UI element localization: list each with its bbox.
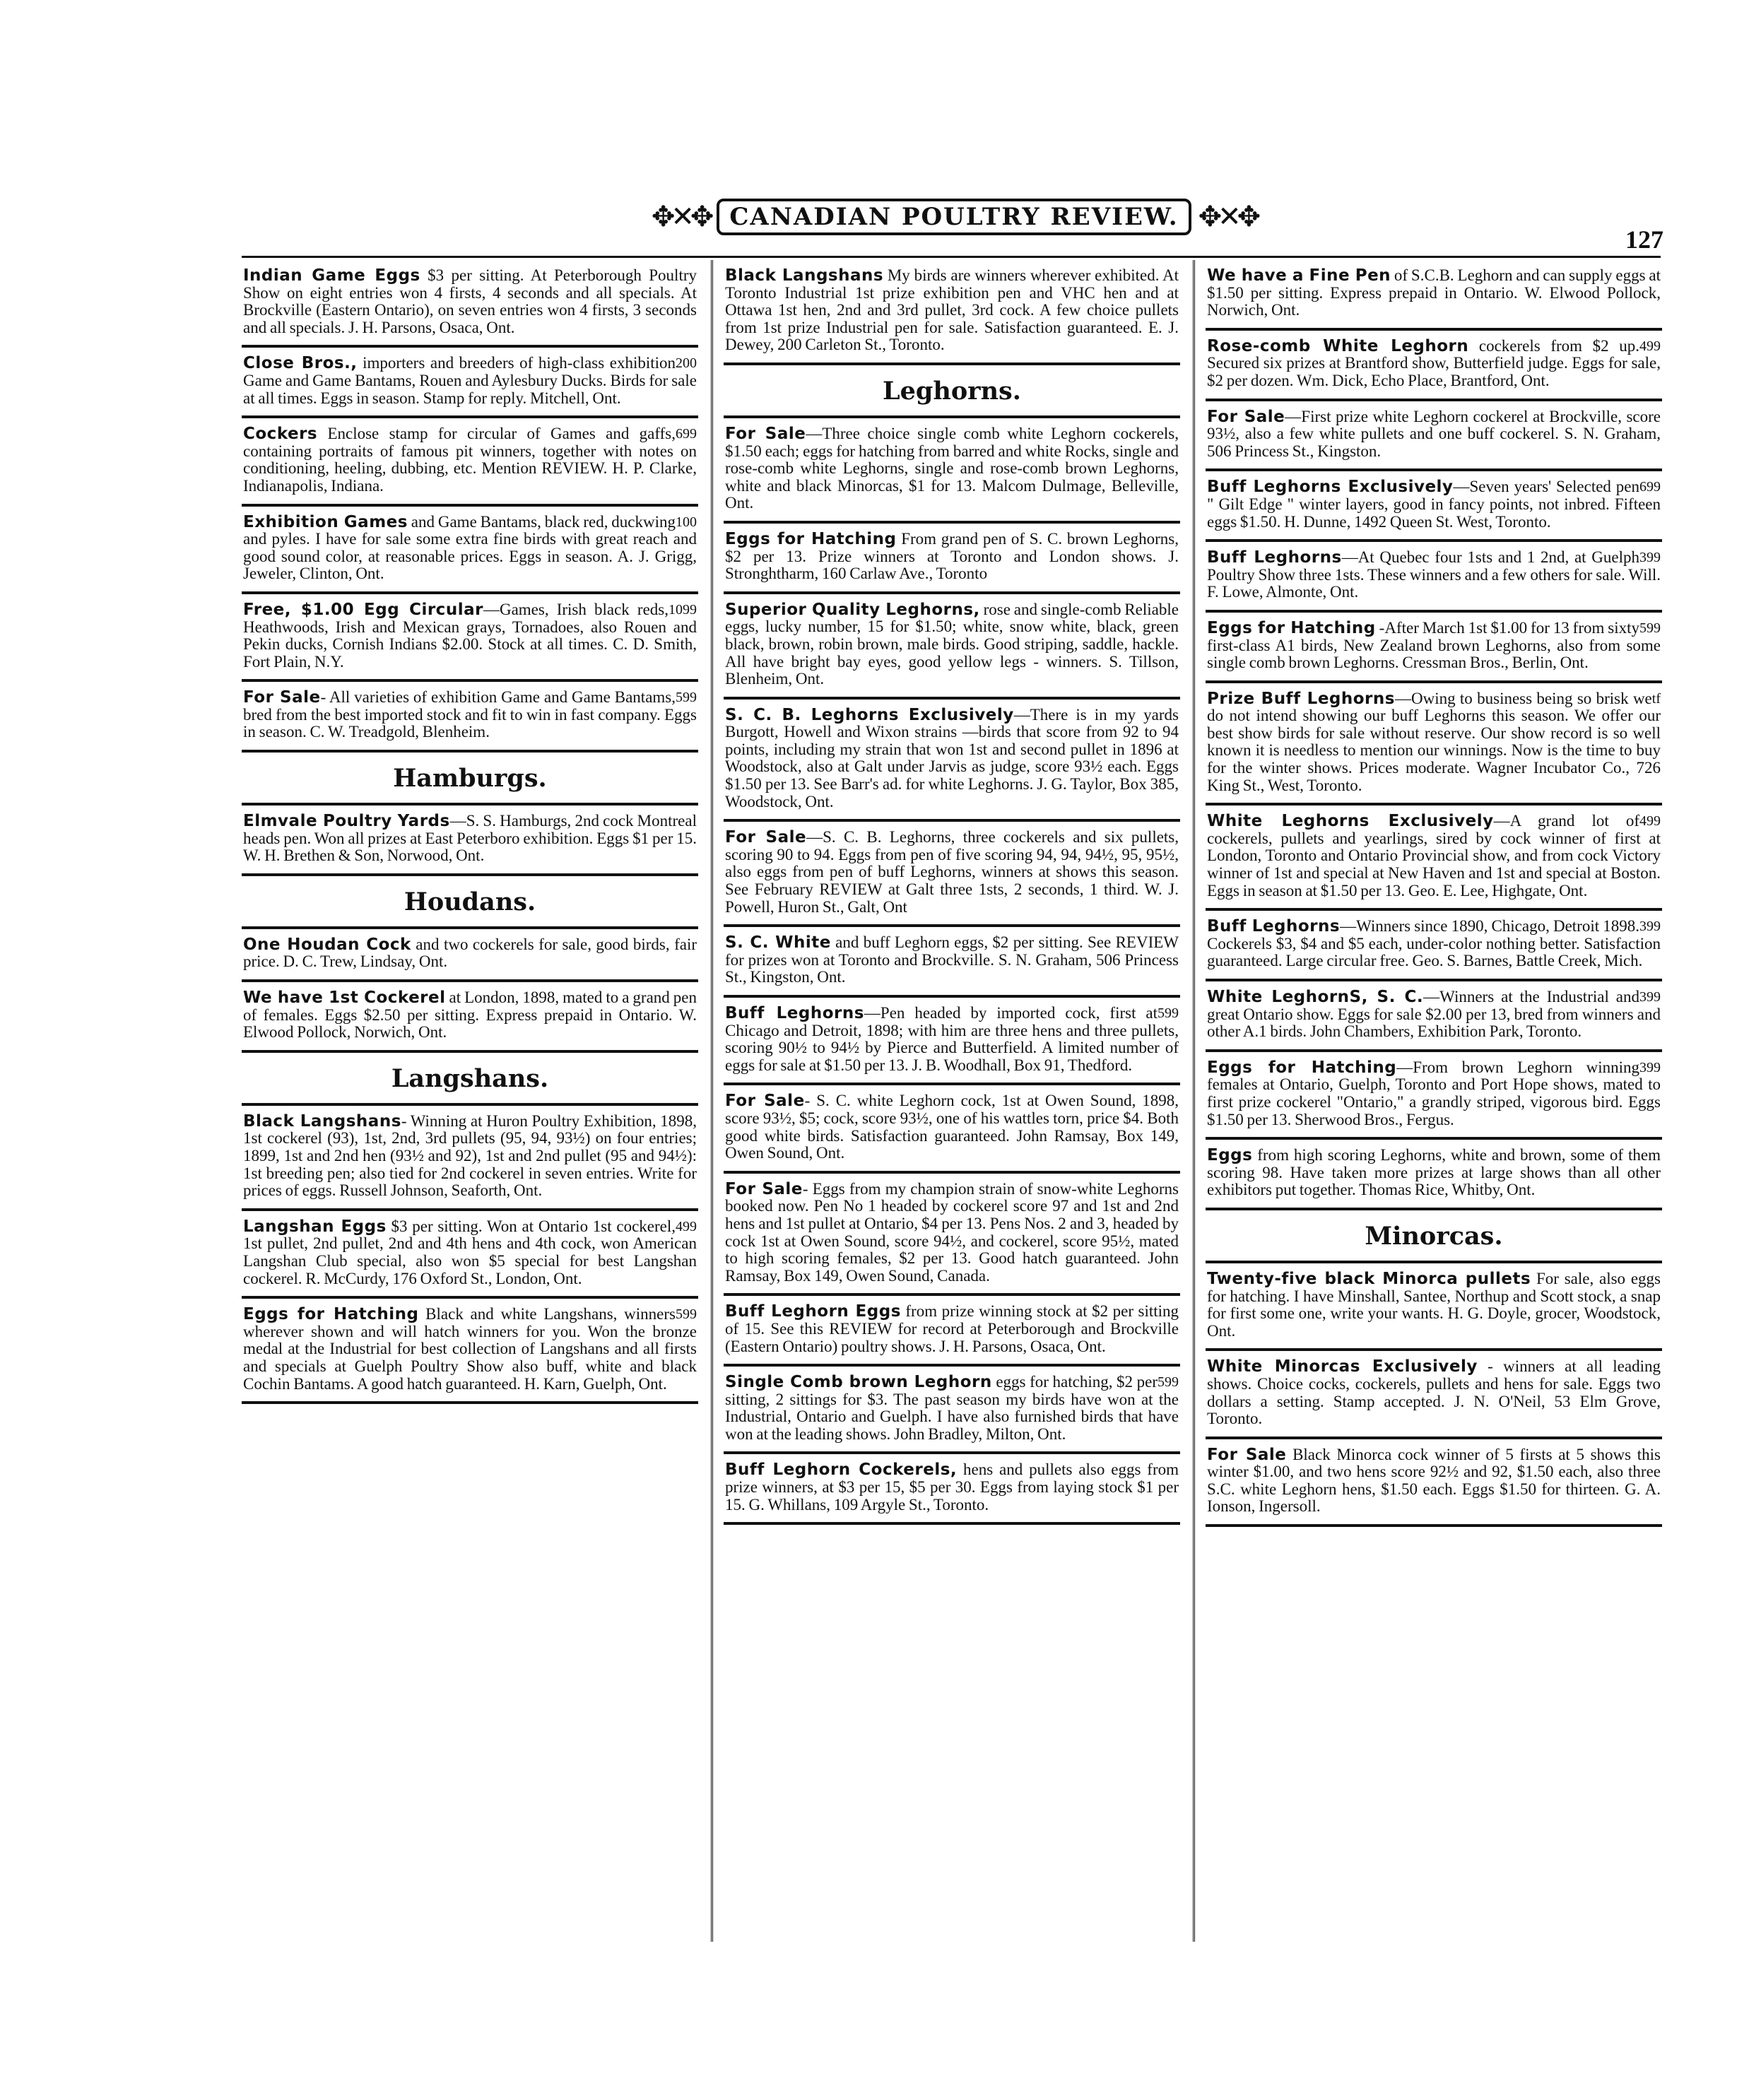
ad-lead: Buff Leghorns	[1207, 548, 1342, 567]
classified-ad	[1206, 981, 1662, 1052]
ad-body: —A grand lot of cockerels, pullets and yearlings, sired by cock winner of first at London, Toronto and Ontario Provincial show, and from cock Victory winner of 1st and special at New Haven and 1st and special at Boston. Eggs in season at $1.50 per 13. Geo. E. Lee, Highgate, Ont.	[1207, 812, 1661, 899]
classified-ad	[242, 1299, 698, 1404]
ad-body: importers and breeders of high-class exhibition Game and Game Bantams, Rouen and Aylesbury Ducks. Birds for sale at all times. Eggs in season. Stamp for reply. Mitchell, Ont.	[243, 354, 697, 407]
ad-body: —There is in my yards Burgott, Howell and Wixon strains —birds that score from 92 to 94 points, including my strain that won 1st and second pullet in 1896 at Woodstock, also at Galt under Jarvis as judge, score 93½ each. Eggs $1.50 per 13. See Barr's ad. for white Leghorns. J. G. Taylor, Box 385, Woodstock, Ont.	[725, 705, 1179, 810]
ad-body: —First prize white Leghorn cockerel at Brockville, score 93½, also a few white pullets and one buff cockerel. S. N. Graham, 506 Princess St., Kingston.	[1207, 407, 1661, 460]
page-frame	[242, 256, 1661, 1952]
classified-ad	[1206, 471, 1662, 542]
section-heading: Hamburgs.	[242, 753, 698, 806]
classified-ad	[242, 1211, 698, 1299]
ad-lead: For Sale	[725, 1092, 805, 1111]
ad-lead: Rose-comb White Leghorn	[1207, 336, 1469, 355]
classified-ad	[724, 1367, 1180, 1454]
ad-code: 699	[676, 426, 697, 442]
ad-body: - Eggs from my champion strain of snow-white Leghorns booked now. Pen No 1 headed by cockerel score 97 and 1st and 2nd hens and 1st pullet at Ontario, $4 per 13. Pens Nos. 2 and 3, headed by cock 1st at Owen Sound, score 94½, and cockerel, score 95½, mated to high scoring females, $2 per 13. Good hatch guaranteed. John Ramsay, Box 149, Owen Sound, Canada.	[725, 1179, 1179, 1285]
section-heading: Minorcas.	[1206, 1210, 1662, 1263]
classified-ad	[724, 1296, 1180, 1367]
ad-lead: We have a Fine Pen	[1207, 266, 1391, 285]
ad-lead: Buff Leghorns	[725, 1004, 864, 1022]
ad-code: 399	[1639, 550, 1661, 566]
ad-body: - winners at all leading shows. Choice cocks, cockerels, pullets and hens for sale. Eggs two dollars a setting. Stamp accepted. J. N. O'Neil, 53 Elm Grove, Toronto.	[1207, 1357, 1661, 1428]
classified-ad	[242, 418, 698, 506]
ad-lead: Buff Leghorn Eggs	[725, 1302, 901, 1321]
section-heading: Houdans.	[242, 876, 698, 929]
ad-body: —Pen headed by imported cock, first at Chicago and Detroit, 1898; with him are three hens and three pullets, scoring 90½ to 94½ by Pierce and Butterfield. A limited number of eggs for sale at $1.50 per 13. J. B. Woodhall, Box 91, Thedford.	[725, 1004, 1179, 1074]
ad-body: hens and pullets also eggs from prize winners, at $3 per 15, $5 per 30. Eggs from laying stock $1 per 15. G. Whillans, 109 Argyle St., Toronto.	[725, 1461, 1179, 1514]
ad-body: and two cockerels for sale, good birds, fair price. D. C. Trew, Lindsay, Ont.	[243, 935, 697, 971]
column-divider	[711, 260, 713, 1942]
classified-ad	[1206, 331, 1662, 401]
ad-body: —Games, Irish black reds, Heathwoods, Irish and Mexican grays, Tornadoes, also Rouen and Pekin ducks, Cornish Indians $2.00. Stock at all times. C. D. Smith, Fort Plain, N.Y.	[243, 600, 697, 671]
ad-body: —Winners since 1890, Chicago, Detroit 1898. Cockerels $3, $4 and $5 each, under-color nothing better. Satisfaction guaranteed. Large circular free. Geo. S. Barnes, Battle Creek, Mich.	[1207, 917, 1661, 970]
classified-ad	[242, 260, 698, 348]
ad-lead: Eggs for Hatching	[243, 1305, 419, 1324]
classified-ad	[1206, 911, 1662, 981]
classified-ad	[1206, 401, 1662, 472]
top-rule	[242, 256, 1661, 258]
ad-lead: Exhibition Games	[243, 512, 408, 531]
classified-ad	[242, 806, 698, 876]
column-1	[242, 260, 698, 1949]
right-flourish-ornament: ✥✕✥	[1198, 201, 1257, 233]
ad-body: For sale, also eggs for hatching. I have Minshall, Santee, Northup and Scott stock, a snap for first some one, write your wants. H. G. Doyle, grocer, Woodstock, Ont.	[1207, 1269, 1661, 1340]
ad-code: 1099	[669, 601, 697, 618]
ad-body: —From brown Leghorn winning females at Ontario, Guelph, Toronto and Port Hope shows, mated to first prize cockerel "Ontario," a grandly striped, vigorous bird. Eggs $1.50 per 13. Sherwood Bros., Fergus.	[1207, 1058, 1661, 1128]
ad-body: From grand pen of S. C. brown Leghorns, $2 per 13. Prize winners at Toronto and London shows. J. Stronghtharm, 160 Carlaw Ave., Toronto	[725, 529, 1179, 583]
ad-body: $3 per sitting. At Peterborough Poultry Show on eight entries won 4 firsts, 4 seconds and all specials. At Brockville (Eastern Ontario), on seven entries won 4 firsts, 3 seconds and all specials. J. H. Parsons, Osaca, Ont.	[243, 266, 697, 336]
classified-ad	[724, 524, 1180, 594]
ad-code: 599	[676, 690, 697, 706]
ad-lead: For Sale	[725, 424, 806, 443]
classified-ad	[724, 1085, 1180, 1173]
classified-ad	[1206, 806, 1662, 911]
ad-body: of S.C.B. Leghorn and can supply eggs at $1.50 per sitting. Express prepaid in Ontario. W. Elwood Pollock, Norwich, Ont.	[1207, 266, 1661, 319]
classified-ad	[242, 594, 698, 682]
ad-lead: For Sale	[725, 828, 807, 847]
column-divider	[1193, 260, 1195, 1942]
ad-body: $3 per sitting. Won at Ontario 1st cockerel, 1st pullet, 2nd pullet, 2nd and 4th hens and 4th cock, won American Langshan Club special, also won $5 special for best Langshan cockerel. R. McCurdy, 176 Oxford St., London, Ont.	[243, 1217, 697, 1287]
classified-ad	[724, 700, 1180, 822]
column-3	[1206, 260, 1662, 1949]
ad-code: 699	[1639, 479, 1661, 495]
classified-ad	[724, 822, 1180, 927]
classified-ad	[724, 1174, 1180, 1297]
ad-lead: S. C. B. Leghorns Exclusively	[725, 705, 1014, 724]
ad-code: 499	[1639, 338, 1661, 354]
ad-code: 399	[1639, 989, 1661, 1005]
classified-ad	[242, 1106, 698, 1211]
ad-body: —Winners at the Industrial and great Ontario show. Eggs for sale $2.00 per 13, bred from winners and other A.1 birds. John Chambers, Exhibition Park, Toronto.	[1207, 988, 1661, 1041]
ad-body: My birds are winners wherever exhibited. At Toronto Industrial 1st prize exhibition pen and VHC hen and at Ottawa 1st hen, 2nd and 3rd pullet, 3rd cock. A few choice pullets from 1st prize Industrial pen for sale. Satisfaction guaranteed. E. J. Dewey, 200 Carleton St., Toronto.	[725, 266, 1179, 354]
ad-body: —Three choice single comb white Leghorn cockerels, $1.50 each; eggs for hatching from barred and white Rocks, single and rose-comb white Leghorns, single and rose-comb brown Leghorns, white and black Minorcas, $1 for 13. Malcom Dulmage, Belleville, Ont.	[725, 424, 1179, 512]
ad-lead: Eggs for Hatching	[725, 529, 897, 548]
ad-lead: White Leghorns Exclusively	[1207, 812, 1494, 831]
classified-ad	[1206, 613, 1662, 683]
classified-ad	[1206, 542, 1662, 613]
ad-lead: For Sale	[1207, 1445, 1287, 1464]
ad-body: from high scoring Leghorns, white and brown, some of them scoring 98. Have taken more prizes at large shows than all other exhibitors put together. Thomas Rice, Whitby, Ont.	[1207, 1146, 1661, 1199]
classified-ad	[242, 929, 698, 982]
classified-ad	[724, 998, 1180, 1085]
ad-body: - S. C. white Leghorn cock, 1st at Owen Sound, 1898, score 93½, $5; cock, score 93½, one of his wattles torn, price $4. Both good white birds. Satisfaction guaranteed. John Ramsay, Box 149, Owen Sound, Ont.	[725, 1092, 1179, 1162]
ad-code: 599	[1158, 1374, 1179, 1391]
classified-ad	[242, 682, 698, 753]
ad-code: 599	[1639, 620, 1661, 636]
classified-ad	[724, 927, 1180, 998]
classified-ad	[242, 348, 698, 418]
ad-code: 399	[1639, 1059, 1661, 1075]
ad-lead: Buff Leghorns Exclusively	[1207, 478, 1454, 497]
ad-code: tf	[1651, 690, 1661, 707]
ad-lead: Eggs	[1207, 1146, 1253, 1165]
ad-body: —S. S. Hamburgs, 2nd cock Montreal heads pen. Won all prizes at East Peterboro exhibition. Eggs $1 per 15. W. H. Brethen & Son, Norwood, Ont.	[243, 812, 697, 865]
ad-lead: Langshan Eggs	[243, 1217, 387, 1236]
ad-code: 499	[676, 1218, 697, 1234]
classified-ad	[724, 418, 1180, 524]
page-number: 127	[1625, 225, 1663, 254]
classified-ad	[1206, 1140, 1662, 1210]
classified-ad	[1206, 1351, 1662, 1439]
ad-lead: S. C. White	[725, 933, 831, 952]
ad-code: 599	[1158, 1005, 1179, 1021]
ad-body: at London, 1898, mated to a grand pen of females. Eggs $2.50 per sitting. Express prepaid in Ontario. W. Elwood Pollock, Norwich, Ont.	[243, 989, 697, 1042]
ad-body: - Winning at Huron Poultry Exhibition, 1898, 1st cockerel (93), 1st, 2nd, 3rd pullets (95, 94, 93½) on four entries; 1899, 1st and 2nd hen (93½ and 92), 1st and 2nd pullet (95 and 94½): 1st breeding pen; also tied for 2nd cockerel in seven entries. Write for prices of eggs. Russell Johnson, Seaforth, Ont.	[243, 1111, 697, 1200]
ad-body: —S. C. B. Leghorns, three cockerels and six pullets, scoring 90 to 94. Eggs from pen of five scoring 94, 94, 94½, 95, 95½, also eggs from pen of buff Leghorns, winners at shows this season. See February REVIEW at Galt three 1sts, 2 seconds, 1 third. W. J. Powell, Huron St., Galt, Ont	[725, 828, 1179, 916]
section-heading: Langshans.	[242, 1053, 698, 1106]
masthead-title: CANADIAN POULTRY REVIEW.	[717, 199, 1191, 235]
section-heading: Leghorns.	[724, 365, 1180, 418]
classified-ad	[724, 1454, 1180, 1525]
ad-body: —Seven years' Selected pen " Gilt Edge " winter layers, good in fancy points, not inbred. Fifteen eggs $1.50. H. Dunne, 1492 Queen St. West, Toronto.	[1207, 478, 1661, 531]
classified-ad	[242, 507, 698, 594]
ad-lead: Free, $1.00 Egg Circular	[243, 600, 483, 619]
ad-body: —At Quebec four 1sts and 1 2nd, at Guelph Poultry Show three 1sts. These winners and a few others for sale. Will. F. Lowe, Almonte, Ont.	[1207, 548, 1661, 601]
ad-lead: We have 1st Cockerel	[243, 989, 446, 1008]
classified-ad	[1206, 1439, 1662, 1527]
ad-body: rose and single-comb Reliable eggs, lucky number, 15 for $1.50; white, snow white, black, green black, brown, robin brown, male birds. Good striping, saddle, hackle. All have bright bay eyes, good yellow legs - winners. S. Tillson, Blenheim, Ont.	[725, 600, 1179, 688]
classified-ad	[1206, 1052, 1662, 1140]
ad-body: from prize winning stock at $2 per sitting of 15. See this REVIEW for record at Peterborough and Brockville (Eastern Ontario) poultry shows. J. H. Parsons, Osaca, Ont.	[725, 1302, 1179, 1355]
ad-lead: Superior Quality Leghorns,	[725, 600, 980, 619]
ad-code: 599	[676, 1306, 697, 1323]
ad-lead: For Sale	[243, 688, 321, 707]
classified-ad	[1206, 683, 1662, 806]
ad-body: -After March 1st $1.00 for 13 from sixty first-class A1 birds, New Zealand brown Leghorns, also from some single comb brown Leghorns. Cressman Bros., Berlin, Ont.	[1207, 618, 1661, 672]
ad-lead: One Houdan Cock	[243, 935, 411, 954]
ad-lead: Indian Game Eggs	[243, 266, 420, 285]
ad-lead: Cockers	[243, 425, 318, 444]
masthead	[651, 196, 1257, 237]
ad-code: 499	[1639, 813, 1661, 830]
left-flourish-ornament: ✥✕✥	[651, 201, 710, 233]
classified-ad	[1206, 1263, 1662, 1351]
ad-lead: White Minorcas Exclusively	[1207, 1357, 1478, 1376]
ad-body: and buff Leghorn eggs, $2 per sitting. See REVIEW for prizes won at Toronto and Brockville. S. N. Graham, 506 Princess St., Kingston, Ont.	[725, 933, 1179, 986]
ad-lead: For Sale	[725, 1179, 803, 1198]
ad-lead: Eggs for Hatching	[1207, 1058, 1397, 1077]
ad-code: 200	[676, 355, 697, 372]
ad-lead: Single Comb brown Leghorn	[725, 1373, 992, 1392]
classified-ad	[242, 982, 698, 1053]
ad-lead: Black Langshans	[725, 266, 884, 285]
ad-body: and Game Bantams, black red, duckwing and pyles. I have for sale some extra fine birds with great reach and good sound color, at reasonable prices. Eggs in season. A. J. Grigg, Jeweler, Clinton, Ont.	[243, 512, 697, 583]
ad-lead: Prize Buff Leghorns	[1207, 689, 1395, 708]
classified-ad	[724, 594, 1180, 700]
ad-body: Black Minorca cock winner of 5 firsts at 5 shows this winter $1.00, and two hens score 92½ and 92, $1.50 each, also three S.C. white Leghorn hens, $1.50 each. Eggs $1.50 for thirteen. G. A. Ionson, Ingersoll.	[1207, 1445, 1661, 1516]
ad-lead: For Sale	[1207, 407, 1285, 426]
ad-code: 399	[1639, 919, 1661, 935]
ad-lead: Buff Leghorns	[1207, 917, 1341, 936]
ad-body: Enclose stamp for circular of Games and gaffs, containing portraits of famous pit winners, together with notes on conditioning, heeling, dubbing, etc. Mention REVIEW. H. P. Clarke, Indianapolis, Indiana.	[243, 425, 697, 495]
ad-body: Black and white Langshans, winners wherever shown and will hatch winners for you. Won the bronze medal at the Industrial for best collection of Langshans and all firsts and specials at Guelph Poultry Show also buff, white and black Cochin Bantams. A good hatch guaranteed. H. Karn, Guelph, Ont.	[243, 1305, 697, 1393]
classified-ad	[1206, 260, 1662, 331]
ad-lead: Twenty-five black Minorca pullets	[1207, 1269, 1531, 1288]
ad-code: 100	[676, 514, 697, 530]
ad-lead: Close Bros.,	[243, 354, 358, 373]
ad-body: cockerels from $2 up. Secured six prizes at Brantford show, Butterfield judge. Eggs for sale, $2 per dozen. Wm. Dick, Echo Place, Brantford, Ont.	[1207, 336, 1661, 389]
ad-lead: Elmvale Poultry Yards	[243, 812, 450, 831]
column-2	[724, 260, 1180, 1949]
ad-body: eggs for hatching, $2 per sitting, 2 sittings for $3. The past season my birds have won at the Industrial, Ontario and Guelph. I have also furnished birds that have won at the leading shows. John Bradley, Milton, Ont.	[725, 1373, 1179, 1443]
classified-ad	[724, 260, 1180, 365]
ad-body: —Owing to business being so brisk we do not intend showing our buff Leghorns this season. We offer our best show birds for sale without reserve. Our show record is so well known it is needless to mention our winnings. Now is the time to buy for the winter shows. Prices moderate. Wagner Incubator Co., 726 King St., West, Toronto.	[1207, 689, 1661, 794]
ad-lead: White LeghornS, S. C.	[1207, 988, 1424, 1006]
ad-body: - All varieties of exhibition Game and Game Bantams, bred from the best imported stock and fit to win in fast company. Eggs in season. C. W. Treadgold, Blenheim.	[243, 688, 697, 741]
ad-lead: Black Langshans	[243, 1111, 401, 1131]
ad-lead: Eggs for Hatching	[1207, 618, 1376, 637]
ad-lead: Buff Leghorn Cockerels,	[725, 1461, 958, 1480]
